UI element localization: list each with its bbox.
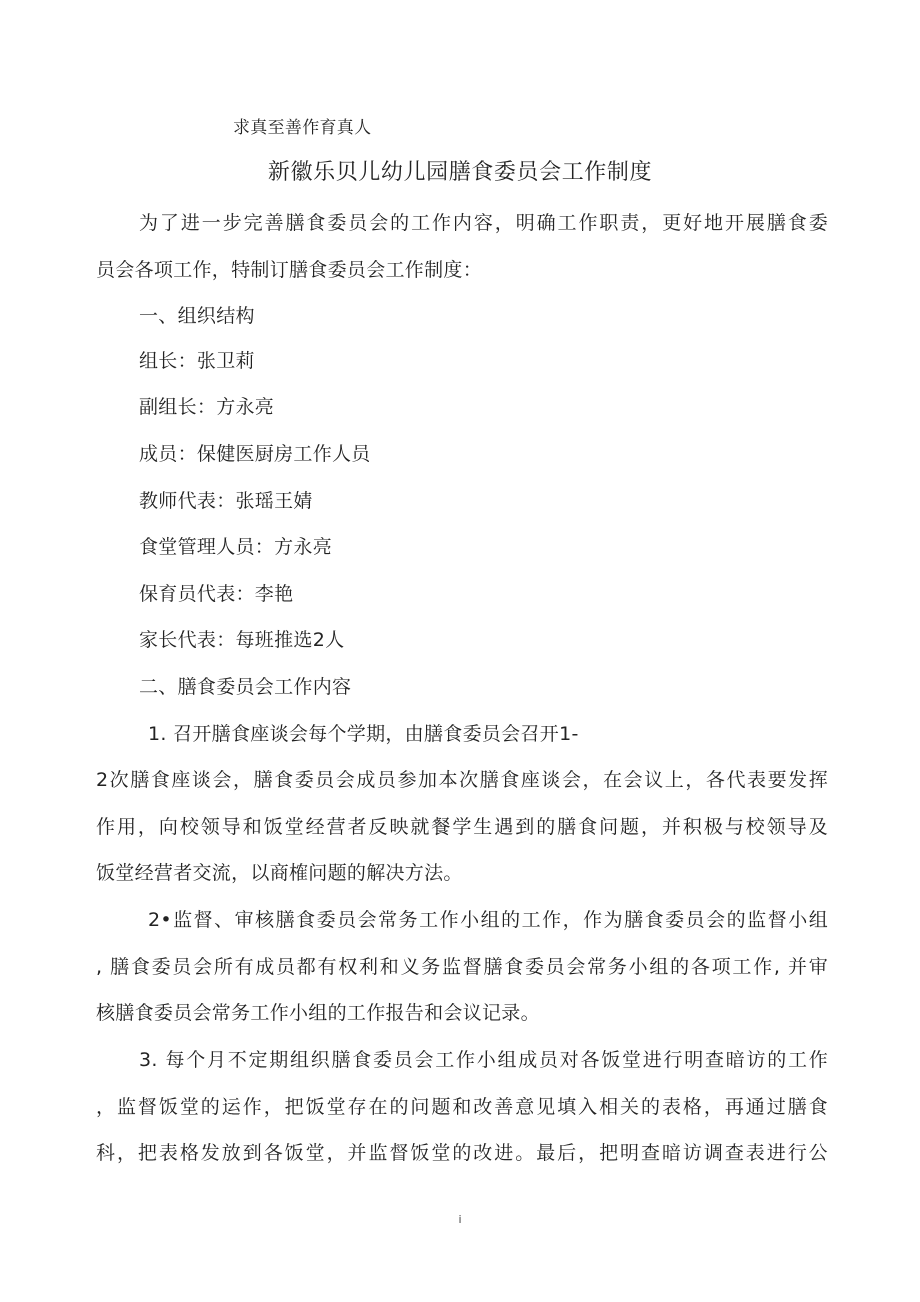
item3-line-2: ，监督饭堂的运作，把饭堂存在的问题和改善意见填入相关的表格，再通过膳食	[96, 1096, 828, 1118]
item2-line-3: 核膳食委员会常务工作小组的工作报告和会议记录。	[96, 1002, 540, 1024]
member-teacher-rep: 教师代表：张瑶王婧	[139, 490, 313, 512]
item1-line-1: 1. 召开膳食座谈会每个学期，由膳食委员会召开1-	[148, 723, 579, 745]
item2-line-2: , 膳食委员会所有成员都有权利和义务监督膳食委员会常务小组的各项工作, 并审	[96, 956, 828, 978]
member-deputy-leader: 副组长：方永亮	[139, 396, 275, 418]
intro-line-1: 为了进一步完善膳食委员会的工作内容，明确工作职责，更好地开展膳食委	[139, 212, 828, 234]
school-motto: 求真至善作育真人	[233, 118, 372, 138]
member-caregiver-rep: 保育员代表：李艳	[139, 583, 294, 605]
item3-line-3: 科，把表格发放到各饭堂，并监督饭堂的改进。最后，把明查暗访调查表进行公	[96, 1142, 828, 1164]
member-leader: 组长：张卫莉	[139, 350, 255, 372]
section-heading-work-content: 二、膳食委员会工作内容	[139, 676, 352, 698]
section-heading-organization: 一、组织结构	[139, 305, 255, 327]
document-title: 新徽乐贝儿幼儿园膳食委员会工作制度	[267, 160, 653, 185]
intro-line-2: 员会各项工作，特制订膳食委员会工作制度：	[96, 259, 483, 281]
member-members: 成员：保健医厨房工作人员	[139, 443, 371, 465]
item1-line-4: 饭堂经营者交流，以商榷问题的解决方法。	[96, 862, 463, 884]
item1-line-2: 2次膳食座谈会，膳食委员会成员参加本次膳食座谈会，在会议上，各代表要发挥	[96, 769, 828, 791]
item1-line-3: 作用，向校领导和饭堂经营者反映就餐学生遇到的膳食问题，并积极与校领导及	[96, 816, 828, 838]
page-number: i	[458, 1213, 462, 1226]
member-parent-rep: 家长代表：每班推选2人	[139, 629, 345, 651]
item2-line-1: 2•监督、审核膳食委员会常务工作小组的工作，作为膳食委员会的监督小组	[148, 909, 828, 931]
member-canteen-manager: 食堂管理人员：方永亮	[139, 536, 333, 558]
item3-line-1: 3. 每个月不定期组织膳食委员会工作小组成员对各饭堂进行明查暗访的工作	[139, 1049, 828, 1071]
